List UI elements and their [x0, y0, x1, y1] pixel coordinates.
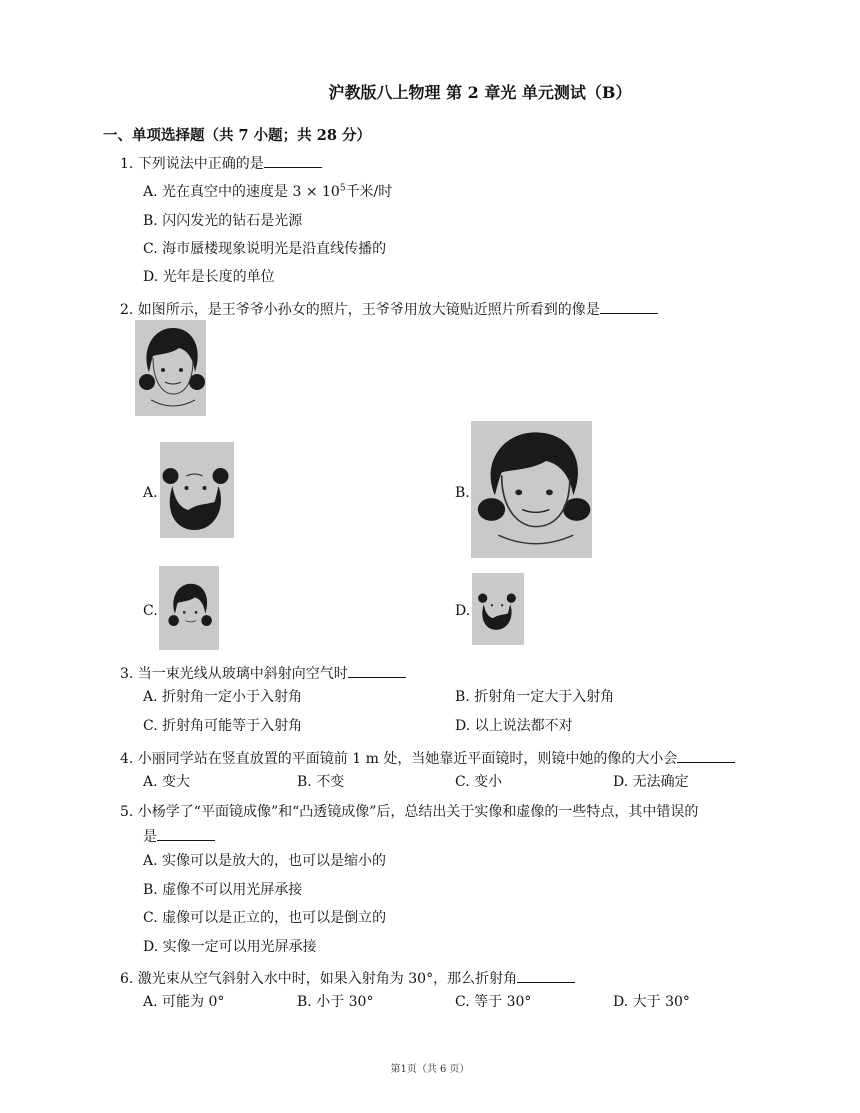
option-a-text: A. 光在真空中的速度是 3 × 10	[143, 184, 340, 200]
page-title: 沪教版八上物理 第 2 章光 单元测试（B）	[328, 83, 632, 102]
option-d-small-inverted-image	[472, 573, 524, 645]
answer-blank	[517, 970, 575, 983]
girl-face-small-image	[159, 566, 219, 650]
question-5-option-c: C. 虚像可以是正立的，也可以是倒立的	[143, 910, 387, 926]
question-3-option-d: D. 以上说法都不对	[455, 718, 573, 734]
girl-photo-original	[135, 320, 206, 416]
answer-blank	[157, 828, 215, 841]
girl-face-image	[135, 320, 206, 416]
question-4-option-a: A. 变大	[143, 774, 191, 790]
question-6-option-b: B. 小于 30°	[297, 994, 374, 1010]
question-3-option-a: A. 折射角一定小于入射角	[143, 689, 303, 705]
question-5: 5. 小杨学了“平面镜成像”和“凸透镜成像”后，总结出关于实像和虚像的一些特点，其中错误的	[120, 804, 699, 820]
question-2	[120, 299, 658, 319]
question-3	[120, 663, 406, 683]
question-5-option-a: A. 实像可以是放大的，也可以是缩小的	[143, 853, 387, 869]
question-4-stem: 4. 小丽同学站在竖直放置的平面镜前 1 m 处，当她靠近平面镜时，则镜中她的像的大小会	[120, 751, 678, 767]
question-3-option-b: B. 折射角一定大于入射角	[455, 689, 615, 705]
question-4-option-b: B. 不变	[297, 774, 345, 790]
question-1-option-a	[143, 181, 392, 201]
question-2-option-c-label: C.	[143, 603, 158, 619]
question-1-stem: 1. 下列说法中正确的是	[120, 156, 264, 172]
question-5-option-d: D. 实像一定可以用光屏承接	[143, 939, 317, 955]
question-2-stem: 2. 如图所示，是王爷爷小孙女的照片，王爷爷用放大镜贴近照片所看到的像是	[120, 302, 600, 318]
question-5-option-b: B. 虚像不可以用光屏承接	[143, 882, 303, 898]
question-3-stem: 3. 当一束光线从玻璃中斜射向空气时	[120, 666, 348, 682]
girl-face-inverted-image	[160, 442, 234, 538]
answer-blank	[264, 155, 322, 168]
question-6	[120, 968, 575, 988]
question-1	[120, 153, 322, 173]
answer-blank	[600, 301, 658, 314]
option-a-exponent: 5	[339, 183, 346, 194]
question-6-stem: 6. 激光束从空气斜射入水中时，如果入射角为 30°，那么折射角	[120, 971, 518, 987]
question-1-option-d: D. 光年是长度的单位	[143, 269, 275, 285]
option-a-inverted-image	[160, 442, 234, 538]
answer-blank	[677, 750, 735, 763]
girl-face-small-inverted-image	[472, 573, 524, 645]
question-1-option-b: B. 闪闪发光的钻石是光源	[143, 213, 303, 229]
question-3-option-c: C. 折射角可能等于入射角	[143, 718, 303, 734]
page-footer: 第1页（共 6 页）	[390, 1064, 470, 1075]
question-2-option-b-label: B.	[455, 485, 470, 501]
question-2-option-a-label: A.	[143, 485, 158, 501]
question-4-option-d: D. 无法确定	[613, 774, 689, 790]
question-2-option-d-label: D.	[455, 603, 471, 619]
question-5-line2	[143, 826, 215, 846]
question-6-option-a: A. 可能为 0°	[143, 994, 225, 1010]
option-c-small-image	[159, 566, 219, 650]
section-heading: 一、单项选择题（共 7 小题；共 28 分）	[103, 127, 371, 144]
option-b-enlarged-image	[471, 421, 592, 558]
question-6-option-d: D. 大于 30°	[613, 994, 690, 1010]
question-5-stem-cont: 是	[143, 829, 157, 845]
option-a-unit: 千米/时	[345, 184, 393, 200]
question-6-option-c: C. 等于 30°	[455, 994, 532, 1010]
question-4-option-c: C. 变小	[455, 774, 503, 790]
answer-blank	[348, 665, 406, 678]
girl-face-enlarged-image	[471, 421, 592, 558]
question-4	[120, 748, 735, 768]
question-1-option-c: C. 海市蜃楼现象说明光是沿直线传播的	[143, 241, 387, 257]
